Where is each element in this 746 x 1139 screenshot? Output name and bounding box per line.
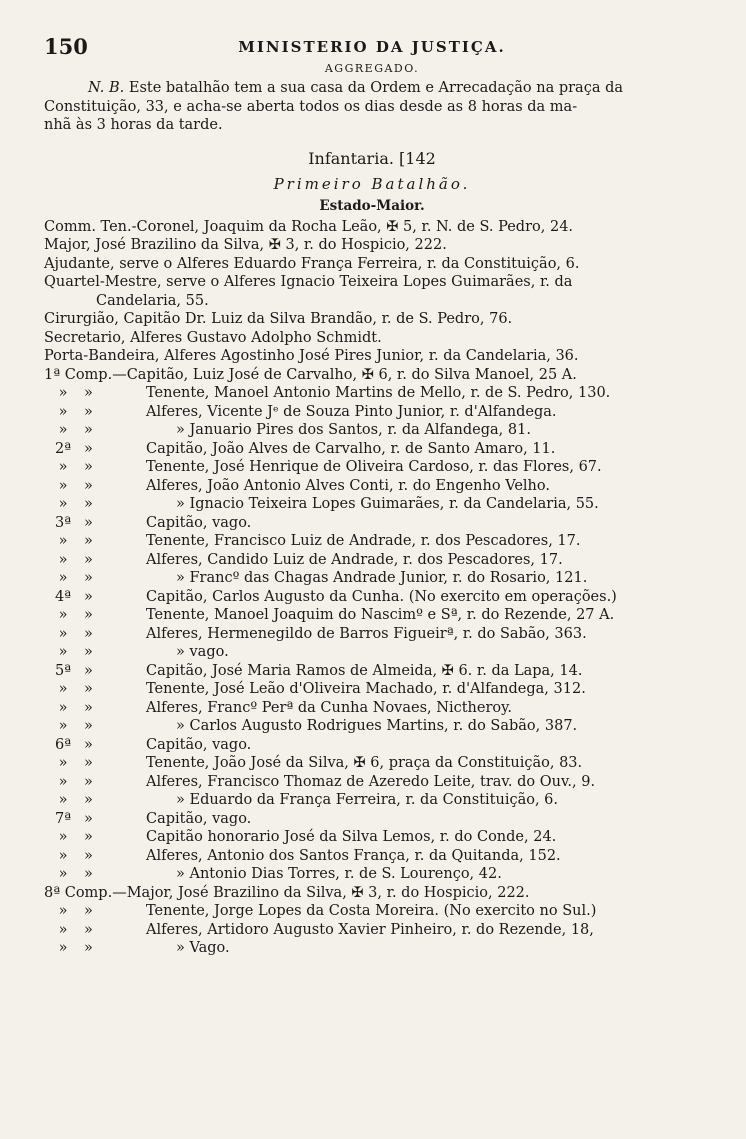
company-entry-text: Capitão, vago. (146, 736, 252, 753)
company-row (44, 847, 700, 866)
company-col-2: » (84, 866, 93, 882)
company-col-1: » (58, 681, 68, 697)
company-row (44, 403, 700, 422)
company-col-2: » (84, 681, 93, 697)
company-entry-text: » Januario Pires dos Santos, r. da Alfandega, 81. (176, 422, 531, 438)
section-subtitle: AGGREGADO. (324, 62, 420, 75)
company-col-1: 6ª (54, 736, 72, 753)
company-col-1: » (58, 496, 68, 512)
company-row (44, 717, 700, 736)
company-row (44, 699, 700, 718)
company-col-2: » (84, 699, 93, 716)
company-col-1: » (58, 551, 68, 568)
company-row (44, 384, 700, 403)
company-entry-text: Tenente, Francisco Luiz de Andrade, r. dos Pescadores, 17. (146, 533, 581, 549)
company-col-2: » (84, 792, 93, 808)
staff-line: Secretario, Alferes Gustavo Adolpho Schmidt. (44, 329, 382, 346)
company-col-1: » (58, 847, 68, 864)
company-col-2: » (84, 662, 93, 679)
company-entry-text: Tenente, José Henrique de Oliveira Cardoso, r. das Flores, 67. (146, 459, 602, 475)
company-entry-text: —Capitão, Luiz José de Carvalho, ✠ 6, r. do Silva Manoel, 25 A. (112, 366, 577, 383)
company-row (44, 606, 700, 625)
note-line-3: nhã às 3 horas da tarde. (44, 117, 223, 133)
company-label: 8ª Comp. (44, 884, 113, 901)
company-entry-text: » Eduardo da França Ferreira, r. da Constituição, 6. (176, 792, 559, 808)
company-col-2: » (84, 533, 93, 549)
company-col-2: » (84, 514, 93, 531)
company-entry-text: Alferes, Francisco Thomaz de Azeredo Leite, trav. do Ouv., 9. (146, 773, 596, 790)
company-row (44, 532, 700, 551)
company-col-1: 3ª (54, 514, 72, 531)
note-lead: N. B. (88, 80, 125, 96)
battalion-title: Primeiro Batalhão. (273, 174, 471, 193)
company-row (44, 366, 700, 385)
company-col-2: » (84, 496, 93, 512)
company-row (44, 477, 700, 496)
company-col-1: » (58, 570, 68, 586)
staff-line: Comm. Ten.-Coronel, Joaquim da Rocha Leão, ✠ 5, r. N. de S. Pedro, 24. (44, 218, 574, 235)
company-entry-text: Tenente, Manoel Antonio Martins de Mello, r. de S. Pedro, 130. (146, 385, 611, 401)
page-title: MINISTERIO DA JUSTIÇA. (238, 38, 506, 56)
company-col-2: » (84, 403, 93, 420)
company-row (44, 588, 700, 607)
company-row (44, 680, 700, 699)
company-entry-text: Tenente, Manoel Joaquim do Nascimº e Sª, r. do Rezende, 27 A. (146, 607, 615, 623)
company-entry-text: Tenente, Jorge Lopes da Costa Moreira. (No exercito no Sul.) (146, 903, 597, 919)
company-row (44, 791, 700, 810)
note-paragraph (44, 79, 700, 98)
company-entry-text: Capitão, vago. (146, 810, 252, 827)
staff-list (44, 218, 700, 366)
company-col-2: » (84, 607, 93, 623)
company-label: 1ª Comp. (44, 366, 113, 383)
note-line-1: Este batalhão tem a sua casa da Ordem e Arrecadação na praça da (124, 80, 624, 96)
company-col-1: 5ª (54, 662, 72, 679)
company-row (44, 884, 700, 903)
company-col-1: » (58, 533, 68, 549)
company-entry-text: Alferes, Antonio dos Santos França, r. da Quitanda, 152. (146, 847, 561, 864)
company-col-2: » (84, 903, 93, 919)
company-entry-text: Alferes, Francº Perª da Cunha Novaes, Nictheroy. (146, 699, 512, 716)
company-col-2: » (84, 755, 93, 771)
company-entry-text: Alferes, Hermenegildo de Barros Figueirª, r. do Sabão, 363. (146, 625, 587, 642)
company-row (44, 921, 700, 940)
company-col-2: » (84, 940, 93, 956)
company-col-2: » (84, 829, 93, 845)
company-entry-text: Alferes, Vicente Jᵉ de Souza Pinto Junior, r. d'Alfandega. (146, 403, 557, 420)
company-col-1: » (58, 921, 68, 938)
company-col-2: » (84, 385, 93, 401)
company-col-1: » (58, 755, 68, 771)
company-col-1: » (58, 940, 68, 956)
company-col-1: » (58, 625, 68, 642)
company-col-2: » (84, 459, 93, 475)
company-entry-text: Capitão, José Maria Ramos de Almeida, ✠ 6. r. da Lapa, 14. (146, 662, 583, 679)
company-row (44, 828, 700, 847)
company-col-1: 2ª (54, 440, 72, 457)
company-col-2: » (84, 718, 93, 734)
company-col-2: » (84, 736, 93, 753)
company-row (44, 736, 700, 755)
company-col-2: » (84, 570, 93, 586)
company-col-1: » (58, 607, 68, 623)
company-entry-text: » vago. (176, 644, 229, 660)
company-col-1: » (58, 477, 68, 494)
company-row (44, 865, 700, 884)
note-line-2: Constituição, 33, e acha-se aberta todos os dias desde as 8 horas da ma- (44, 98, 578, 115)
company-row (44, 643, 700, 662)
staff-line: Candelaria, 55. (96, 292, 209, 309)
company-entry-text: » Vago. (176, 940, 230, 956)
company-col-2: » (84, 551, 93, 568)
company-entry-text: Alferes, Artidoro Augusto Xavier Pinheiro, r. do Rezende, 18, (146, 921, 594, 938)
company-entry-text: Tenente, João José da Silva, ✠ 6, praça da Constituição, 83. (146, 755, 583, 771)
company-entry-text: » Carlos Augusto Rodrigues Martins, r. do Sabão, 387. (176, 718, 578, 734)
page-number: 150 (44, 34, 88, 59)
company-col-1: » (58, 422, 68, 438)
company-col-1: » (58, 459, 68, 475)
company-col-2: » (84, 773, 93, 790)
staff-line: Major, José Brazilino da Silva, ✠ 3, r. do Hospicio, 222. (44, 237, 447, 253)
company-col-1: » (58, 866, 68, 882)
staff-line: Cirurgião, Capitão Dr. Luiz da Silva Brandão, r. de S. Pedro, 76. (44, 311, 513, 327)
company-row (44, 810, 700, 829)
company-col-2: » (84, 644, 93, 660)
company-col-2: » (84, 588, 93, 605)
company-col-1: » (58, 403, 68, 420)
company-col-1: 7ª (54, 810, 72, 827)
company-col-1: » (58, 903, 68, 919)
company-col-1: » (58, 385, 68, 401)
company-entry-text: Tenente, José Leão d'Oliveira Machado, r. d'Alfandega, 312. (146, 681, 586, 697)
company-row (44, 551, 700, 570)
company-col-2: » (84, 921, 93, 938)
staff-heading: Estado-Maior. (319, 197, 425, 214)
staff-line: Porta-Bandeira, Alferes Agostinho José Pires Junior, r. da Candelaria, 36. (44, 348, 579, 364)
company-entry-text: » Francº das Chagas Andrade Junior, r. do Rosario, 121. (176, 570, 588, 586)
company-row (44, 514, 700, 533)
company-col-1: » (58, 829, 68, 845)
company-col-2: » (84, 422, 93, 438)
company-list (44, 366, 700, 958)
company-col-1: 4ª (54, 588, 72, 605)
company-entry-text: Capitão, Carlos Augusto da Cunha. (No exercito em operações.) (146, 588, 617, 605)
company-col-2: » (84, 477, 93, 494)
company-entry-text: Capitão, João Alves de Carvalho, r. de Santo Amaro, 11. (146, 440, 556, 457)
company-entry-text: » Ignacio Teixeira Lopes Guimarães, r. da Candelaria, 55. (176, 496, 599, 512)
company-row (44, 662, 700, 681)
company-col-1: » (58, 699, 68, 716)
company-col-2: » (84, 440, 93, 457)
running-header (44, 34, 700, 64)
company-row (44, 440, 700, 459)
company-col-2: » (84, 847, 93, 864)
company-col-1: » (58, 718, 68, 734)
company-row (44, 495, 700, 514)
company-row (44, 939, 700, 958)
company-entry-text: Capitão, vago. (146, 514, 252, 531)
company-entry-text: —Major, José Brazilino da Silva, ✠ 3, r. do Hospicio, 222. (112, 884, 530, 901)
company-row (44, 902, 700, 921)
company-row (44, 754, 700, 773)
company-entry-text: Capitão honorario José da Silva Lemos, r. do Conde, 24. (146, 829, 557, 845)
company-entry-text: » Antonio Dias Torres, r. de S. Lourenço, 42. (176, 866, 502, 882)
section-title: Infantaria. [142 (308, 148, 436, 168)
company-row (44, 421, 700, 440)
staff-line: Ajudante, serve o Alferes Eduardo França Ferreira, r. da Constituição, 6. (44, 255, 580, 272)
company-col-2: » (84, 810, 93, 827)
staff-line: Quartel-Mestre, serve o Alferes Ignacio Teixeira Lopes Guimarães, r. da (44, 274, 573, 290)
company-col-1: » (58, 773, 68, 790)
company-col-1: » (58, 792, 68, 808)
company-col-2: » (84, 625, 93, 642)
company-entry-text: Alferes, Candido Luiz de Andrade, r. dos Pescadores, 17. (146, 551, 563, 568)
company-entry-text: Alferes, João Antonio Alves Conti, r. do Engenho Velho. (146, 477, 550, 494)
company-row (44, 458, 700, 477)
company-row (44, 569, 700, 588)
company-row (44, 625, 700, 644)
company-col-1: » (58, 644, 68, 660)
company-row (44, 773, 700, 792)
